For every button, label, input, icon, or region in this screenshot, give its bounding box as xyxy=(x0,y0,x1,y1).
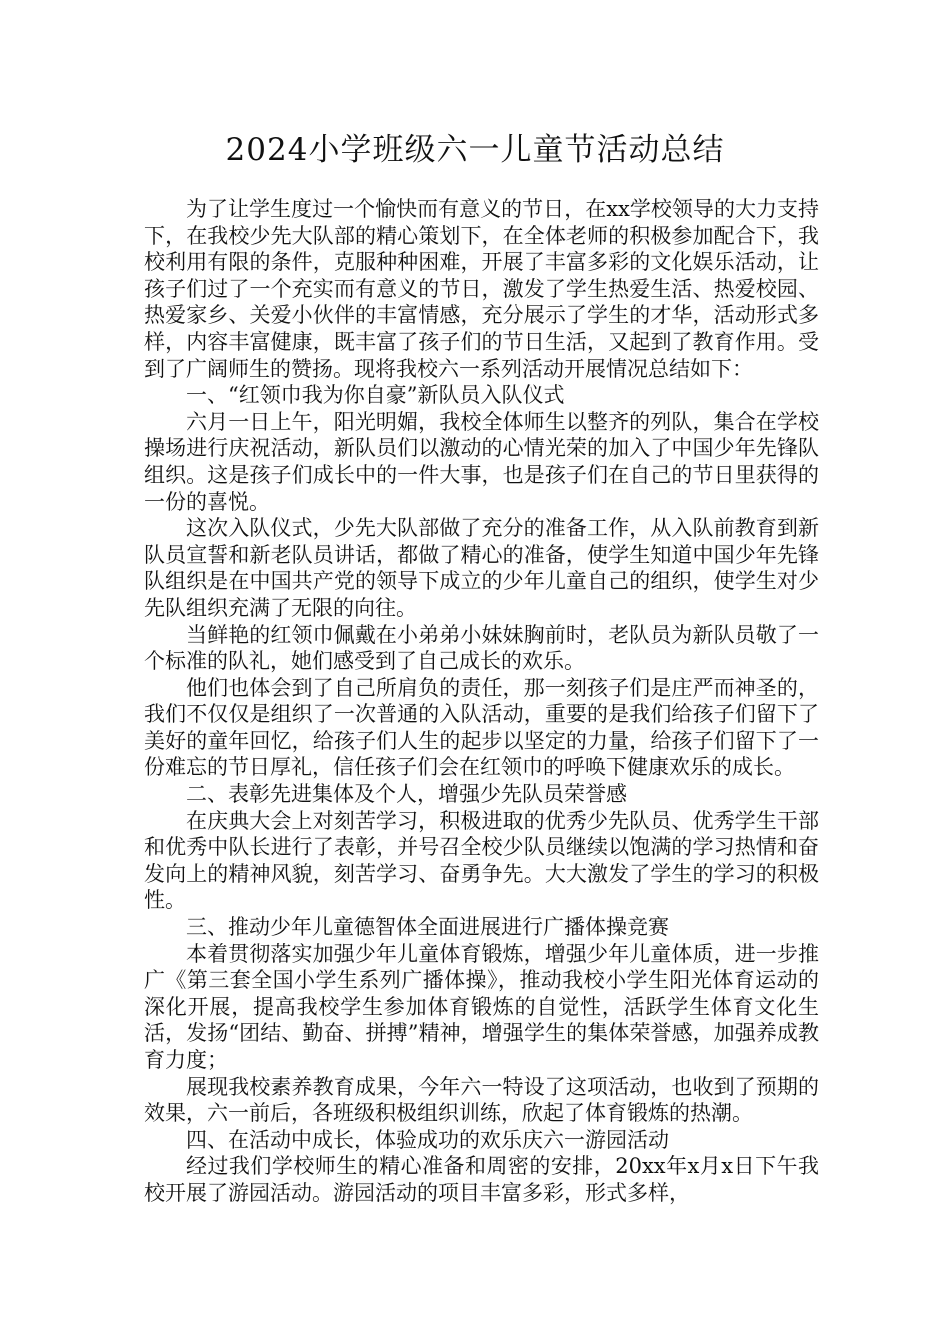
section-heading-3: 三、推动少年儿童德智体全面进展进行广播体操竞赛 xyxy=(186,915,669,940)
section-heading-4: 四、在活动中成长，体验成功的欢乐庆六一游园活动 xyxy=(186,1127,669,1152)
body-paragraph: 本着贯彻落实加强少年儿童体育锻炼，增强少年儿童体质，进一步推广《第三套全国小学生系列广播体操》，推动我校小学生阳光体育运动的深化开展，提高我校学生参加体育锻炼的自觉性，活跃学生体育文化生活，发扬“团结、勤奋、拼搏”精神，增强学生的集体荣誉感，加强养成教育力度； xyxy=(144,941,819,1072)
body-paragraph: 当鲜艳的红领巾佩戴在小弟弟小妹妹胸前时，老队员为新队员敬了一个标准的队礼，她们感受到了自己成长的欢乐。 xyxy=(144,622,819,674)
document-body xyxy=(144,196,819,1207)
section-heading-1: 一、“红领巾我为你自豪”新队员入队仪式 xyxy=(186,383,565,408)
body-paragraph: 他们也体会到了自己所肩负的责任，那一刻孩子们是庄严而神圣的，我们不仅仅是组织了一次普通的入队活动，重要的是我们给孩子们留下了美好的童年回忆，给孩子们人生的起步以坚定的力量，给孩子们留下了一份难忘的节日厚礼，信任孩子们会在红领巾的呼唤下健康欢乐的成长。 xyxy=(144,675,819,780)
body-paragraph: 六月一日上午，阳光明媚，我校全体师生以整齐的列队，集合在学校操场进行庆祝活动，新队员们以激动的心情光荣的加入了中国少年先锋队组织。这是孩子们成长中的一件大事，也是孩子们在自己的节日里获得的一份的喜悦。 xyxy=(144,409,819,514)
body-paragraph: 这次入队仪式，少先大队部做了充分的准备工作，从入队前教育到新队员宣誓和新老队员讲话，都做了精心的准备，使学生知道中国少年先锋队组织是在中国共产党的领导下成立的少年儿童自己的组织，使学生对少先队组织充满了无限的向往。 xyxy=(144,516,819,620)
section-heading-2: 二、表彰先进集体及个人，增强少先队员荣誉感 xyxy=(186,782,627,807)
body-paragraph: 经过我们学校师生的精心准备和周密的安排，20xx年x月x日下午我校开展了游园活动。游园活动的项目丰富多彩，形式多样， xyxy=(144,1154,819,1205)
body-paragraph: 在庆典大会上对刻苦学习，积极进取的优秀少先队员、优秀学生干部和优秀中队长进行了表彰，并号召全校少队员继续以饱满的学习热情和奋发向上的精神风貌，刻苦学习、奋勇争先。大大激发了学生的学习的积极性。 xyxy=(144,808,819,913)
intro-paragraph: 为了让学生度过一个愉快而有意义的节日，在xx学校领导的大力支持下，在我校少先大队部的精心策划下，在全体老师的积极参加配合下，我校利用有限的条件，克服种种困难，开展了丰富多彩的文化娱乐活动，让孩子们过了一个充实而有意义的节日，激发了学生热爱生活、热爱校园、热爱家乡、关爱小伙伴的丰富情感，充分展示了学生的才华，活动形式多样，内容丰富健康，既丰富了孩子们的节日生活，又起到了教育作用。受到了广阔师生的赞扬。现将我校六一系列活动开展情况总结如下： xyxy=(144,197,819,381)
body-paragraph: 展现我校素养教育成果，今年六一特设了这项活动，也收到了预期的效果，六一前后，各班级积极组织训练，欣起了体育锻炼的热潮。 xyxy=(144,1074,819,1126)
document-title: 2024小学班级六一儿童节活动总结 xyxy=(225,132,725,168)
